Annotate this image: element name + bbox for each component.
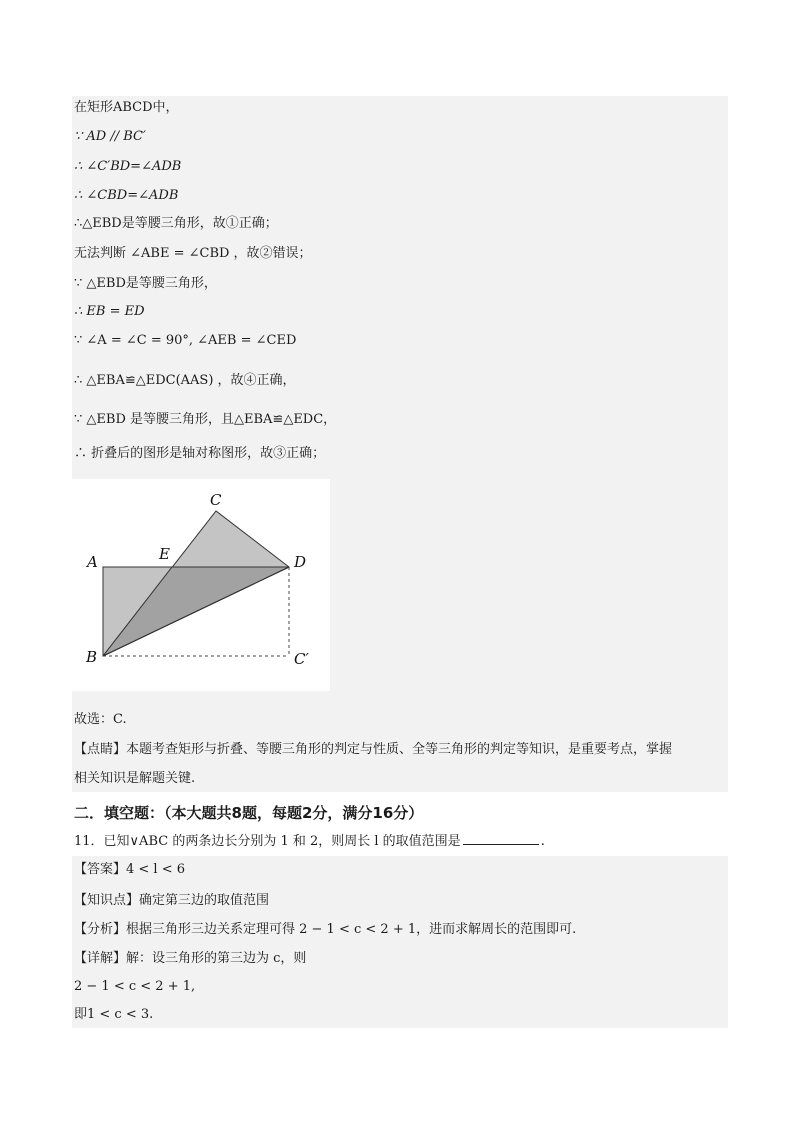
text-line: ∴ △EBA≌△EDC(AAS) ，故④正确， bbox=[74, 373, 296, 388]
text-line: ∴ 折叠后的图形是轴对称图形，故③正确； bbox=[74, 446, 326, 461]
inequality-line: 即1 < c < 3. bbox=[74, 1007, 154, 1022]
answer-panel bbox=[72, 856, 728, 1028]
geometry-diagram bbox=[72, 479, 330, 691]
section-heading: 二．填空题：（本大题共8题，每题2分，满分16分） bbox=[74, 804, 424, 822]
text-line: 相关知识是解题关键. bbox=[74, 771, 196, 786]
text-line: 无法判断 ∠ABE = ∠CBD ，故②错误； bbox=[74, 246, 312, 261]
label-e: E bbox=[159, 545, 170, 563]
text-line: ∴△EBD是等腰三角形，故①正确； bbox=[74, 216, 278, 231]
text-line: 在矩形ABCD中， bbox=[74, 100, 179, 115]
text-line: 【点睛】本题考查矩形与折叠、等腰三角形的判定与性质、全等三角形的判定等知识，是重要考点，掌握 bbox=[74, 742, 673, 757]
label-c: C bbox=[210, 491, 222, 509]
text-line: 故选：C. bbox=[74, 712, 127, 727]
knowledge-point: 【知识点】确定第三边的取值范围 bbox=[74, 893, 270, 908]
folded-rectangle-figure bbox=[72, 479, 330, 691]
text-line: ∴ EB = ED bbox=[74, 304, 145, 319]
label-b: B bbox=[86, 648, 98, 666]
question-text: 11．已知∨ABC 的两条边长分别为 1 和 2，则周长 l 的取值范围是 bbox=[74, 834, 461, 849]
label-c-prime: C′ bbox=[294, 650, 309, 668]
detail-line: 【详解】解：设三角形的第三边为 c，则 bbox=[74, 951, 307, 966]
answer-blank[interactable] bbox=[463, 834, 539, 845]
text-line: ∵ △EBD 是等腰三角形，且△EBA≌△EDC， bbox=[74, 412, 337, 427]
text-line: ∵ AD // BC′ bbox=[74, 129, 146, 144]
answer-line: 【答案】4 < l < 6 bbox=[74, 862, 186, 877]
label-d: D bbox=[294, 553, 307, 571]
question-end: . bbox=[540, 834, 545, 849]
question-11 bbox=[74, 833, 545, 851]
text-line: ∴ ∠CBD=∠ADB bbox=[74, 188, 179, 203]
inequality-line: 2 − 1 < c < 2 + 1, bbox=[74, 979, 196, 994]
analysis-line: 【分析】根据三角形三边关系定理可得 2 − 1 < c < 2 + 1，进而求解周长的范围即可. bbox=[74, 922, 577, 937]
text-line: ∵ △EBD是等腰三角形， bbox=[74, 276, 217, 291]
label-a: A bbox=[87, 553, 98, 571]
text-line: ∵ ∠A = ∠C = 90°, ∠AEB = ∠CED bbox=[74, 333, 297, 348]
text-line: ∴ ∠C′BD=∠ADB bbox=[74, 159, 182, 174]
